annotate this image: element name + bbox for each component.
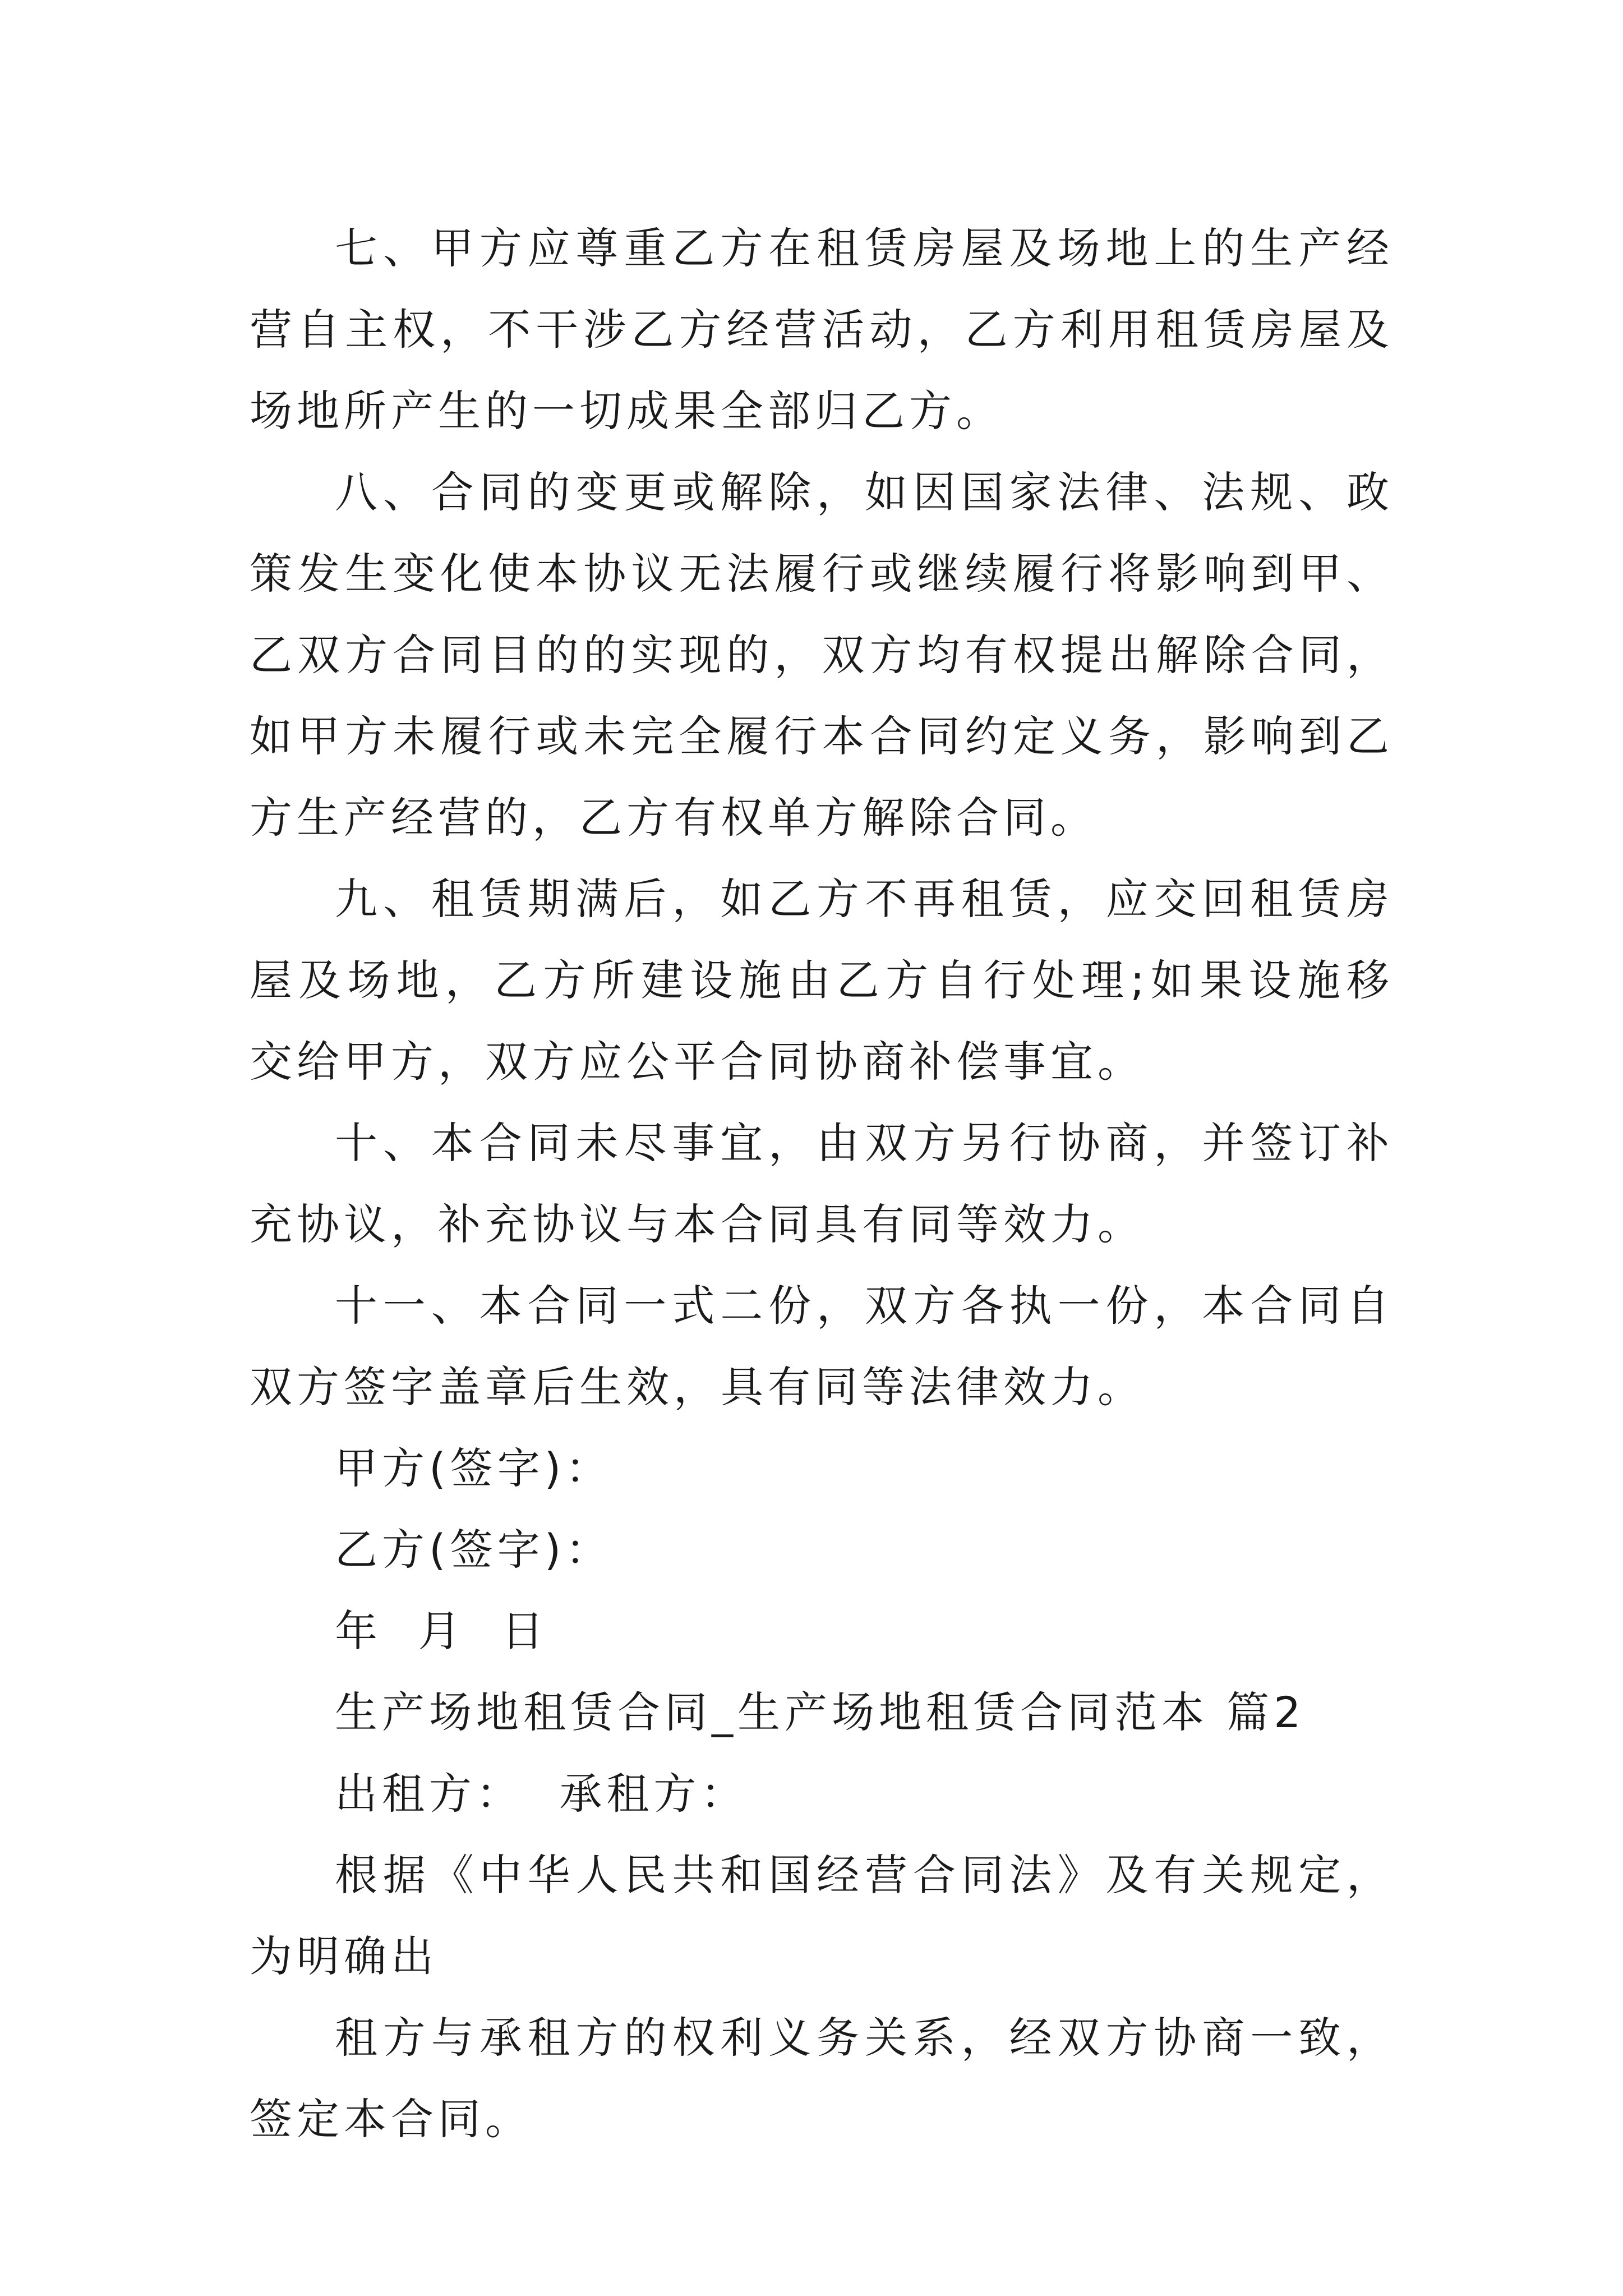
parties-line: 出租方： 承租方： [335, 1769, 748, 1819]
date-line: 年 月 日 [335, 1606, 548, 1656]
party-b-signature-line: 乙方(签字)： [335, 1525, 613, 1575]
clause-10: 十、本合同未尽事宜，由双方另行协商，并签订补充协议，补充协议与本合同具有同等效力。 [250, 1118, 1394, 1249]
section-title: 生产场地租赁合同_生产场地租赁合同范本 篇2 [335, 1687, 1306, 1737]
intro-paragraph-part-1: 根据《中华人民共和国经营合同法》及有关规定，为明确出 [250, 1850, 1394, 1981]
document-body [250, 208, 1394, 2160]
clause-7: 七、甲方应尊重乙方在租赁房屋及场地上的生产经营自主权，不干涉乙方经营活动，乙方利用租赁房屋及场地所产生的一切成果全部归乙方。 [250, 223, 1394, 436]
clause-8: 八、合同的变更或解除，如因国家法律、法规、政策发生变化使本协议无法履行或继续履行将影响到甲、乙双方合同目的的实现的，双方均有权提出解除合同，如甲方未履行或未完全履行本合同约定义务，影响到乙方生产经营的，乙方有权单方解除合同。 [250, 467, 1394, 843]
party-a-signature-line: 甲方(签字)： [335, 1443, 613, 1493]
clause-11: 十一、本合同一式二份，双方各执一份，本合同自双方签字盖章后生效，具有同等法律效力。 [250, 1281, 1394, 1412]
clause-9: 九、租赁期满后，如乙方不再租赁，应交回租赁房屋及场地，乙方所建设施由乙方自行处理;如果设施移交给甲方，双方应公平合同协商补偿事宜。 [250, 874, 1394, 1087]
intro-paragraph-part-2: 租方与承租方的权利义务关系，经双方协商一致，签定本合同。 [250, 2013, 1394, 2144]
